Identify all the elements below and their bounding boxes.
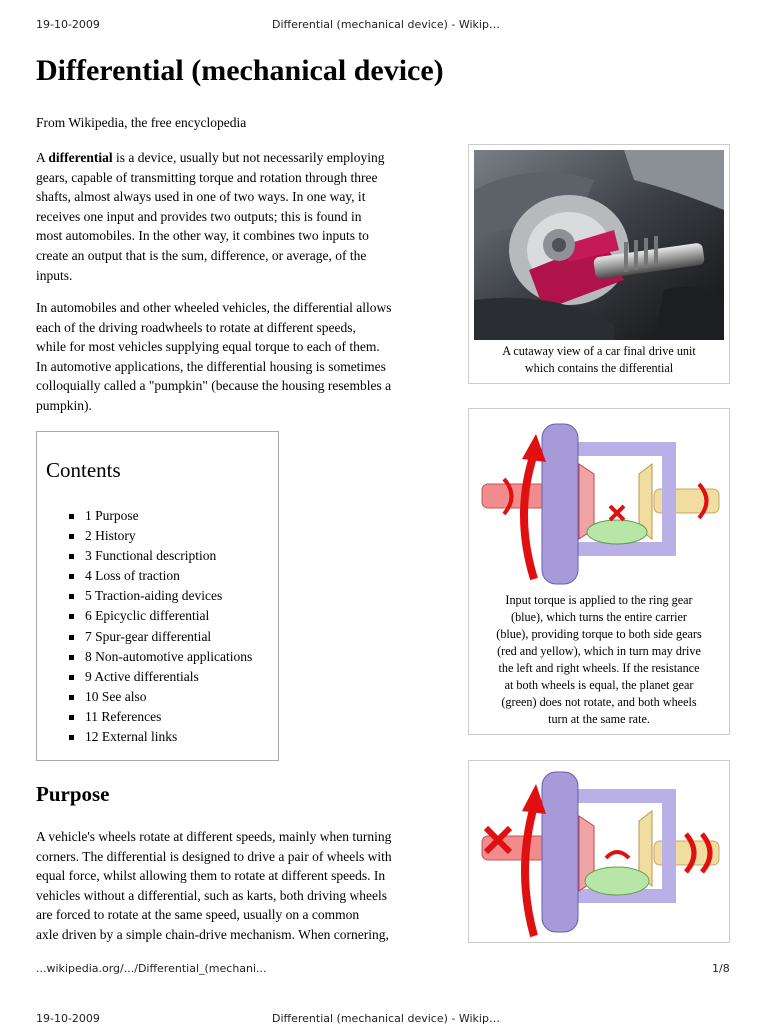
toc-link[interactable]: 7 Spur-gear differential [85, 628, 212, 644]
toc-item [67, 606, 252, 626]
toc-item [67, 506, 252, 526]
intro-bold-term: differential [48, 150, 113, 165]
caption-line: at both wheels is equal, the planet gear [504, 678, 694, 692]
automobiles-paragraph [36, 298, 392, 416]
caption-line: Input torque is applied to the ring gear [505, 593, 693, 607]
caption-line: which contains the differential [524, 361, 674, 375]
toc-item [67, 566, 252, 586]
para-line: are forced to rotate at the same speed, usually on a common [36, 907, 360, 923]
caption-line: (red and yellow), which in turn may drive [497, 644, 701, 658]
caption-line: (blue), which turns the entire carrier [511, 610, 687, 624]
page-number: 1/8 [712, 962, 730, 975]
toc-item [67, 667, 252, 687]
caption-line: A cutaway view of a car final drive unit [502, 344, 696, 358]
toc-link[interactable]: 2 History [85, 528, 136, 544]
figure-cutaway [468, 144, 730, 384]
toc-link[interactable]: 4 Loss of traction [85, 568, 180, 584]
para-line: colloquially called a "pumpkin" (because the housing resembles a [36, 378, 392, 394]
differential-diagram-image[interactable] [474, 414, 724, 589]
intro-line: create an output that is the sum, difference, or average, of the [36, 247, 367, 263]
para-line: In automotive applications, the differential housing is sometimes [36, 358, 386, 374]
toc-item [67, 627, 252, 647]
toc-item [67, 687, 252, 707]
page-title: Differential (mechanical device) [36, 54, 444, 87]
figure-differential-unequal [468, 760, 730, 943]
toc-link[interactable]: 6 Epicyclic differential [85, 608, 210, 624]
figure-caption [473, 592, 725, 728]
para-line: axle driven by a simple chain-drive mechanism. When cornering, [36, 926, 389, 942]
caption-line: (green) does not rotate, and both wheels [501, 695, 697, 709]
toc-item [67, 586, 252, 606]
cutaway-photo-image[interactable] [474, 150, 724, 340]
para-line: In automobiles and other wheeled vehicles, the differential allows [36, 300, 392, 315]
contents-heading: Contents [46, 458, 121, 482]
para-line: each of the driving roadwheels to rotate at different speeds, [36, 319, 356, 335]
para-line: equal force, whilst allowing them to rotate at different speeds. In [36, 868, 386, 884]
para-line: corners. The differential is designed to drive a pair of wheels with [36, 848, 392, 864]
para-line: vehicles without a differential, such as karts, both driving wheels [36, 887, 388, 903]
intro-paragraph [36, 148, 384, 285]
differential-diagram-image-2[interactable] [474, 766, 724, 941]
para-line: A vehicle's wheels rotate at different speeds, mainly when turning [36, 829, 392, 844]
toc-link[interactable]: 11 References [85, 708, 162, 724]
intro-line-text: is a device, usually but not necessarily employing [116, 150, 385, 165]
figure-differential-equal [468, 408, 730, 735]
purpose-heading: Purpose [36, 782, 110, 806]
table-of-contents [36, 431, 279, 761]
toc-link[interactable]: 9 Active differentials [85, 668, 199, 684]
toc-link[interactable]: 3 Functional description [85, 548, 217, 564]
para-line: while for most vehicles supplying equal torque to each of them. [36, 339, 380, 355]
caption-line: (blue), providing torque to both side gears [496, 627, 702, 641]
next-print-date: 19-10-2009 [36, 1012, 100, 1025]
print-title: Differential (mechanical device) - Wikip… [272, 18, 500, 31]
intro-line [36, 148, 384, 168]
toc-item [67, 526, 252, 546]
toc-item [67, 727, 252, 747]
contents-list [67, 506, 252, 747]
intro-line: shafts, almost always used in one of two ways. In one way, it [36, 189, 366, 205]
toc-link[interactable]: 10 See also [85, 688, 147, 704]
purpose-paragraph [36, 827, 392, 945]
toc-item [67, 546, 252, 566]
next-print-title: Differential (mechanical device) - Wikip… [272, 1012, 500, 1025]
toc-link[interactable]: 1 Purpose [85, 508, 139, 523]
toc-link[interactable]: 8 Non-automotive applications [85, 648, 253, 664]
toc-item [67, 647, 252, 667]
intro-line: gears, capable of transmitting torque and rotation through three [36, 169, 378, 185]
caption-line: turn at the same rate. [548, 712, 650, 726]
print-date: 19-10-2009 [36, 18, 100, 31]
para-line: pumpkin). [36, 397, 92, 413]
intro-prefix: A [36, 150, 46, 165]
intro-line: most automobiles. In the other way, it combines two inputs to [36, 228, 369, 244]
site-subtitle: From Wikipedia, the free encyclopedia [36, 115, 247, 130]
intro-line: inputs. [36, 267, 73, 283]
toc-item [67, 707, 252, 727]
figure-caption [473, 343, 725, 377]
footer-url: ...wikipedia.org/.../Differential_(mechani... [36, 962, 267, 975]
toc-link[interactable]: 5 Traction-aiding devices [85, 588, 223, 604]
intro-line: receives one input and provides two outputs; this is found in [36, 208, 362, 224]
caption-line: the left and right wheels. If the resistance [498, 661, 700, 675]
toc-link[interactable]: 12 External links [85, 729, 178, 745]
